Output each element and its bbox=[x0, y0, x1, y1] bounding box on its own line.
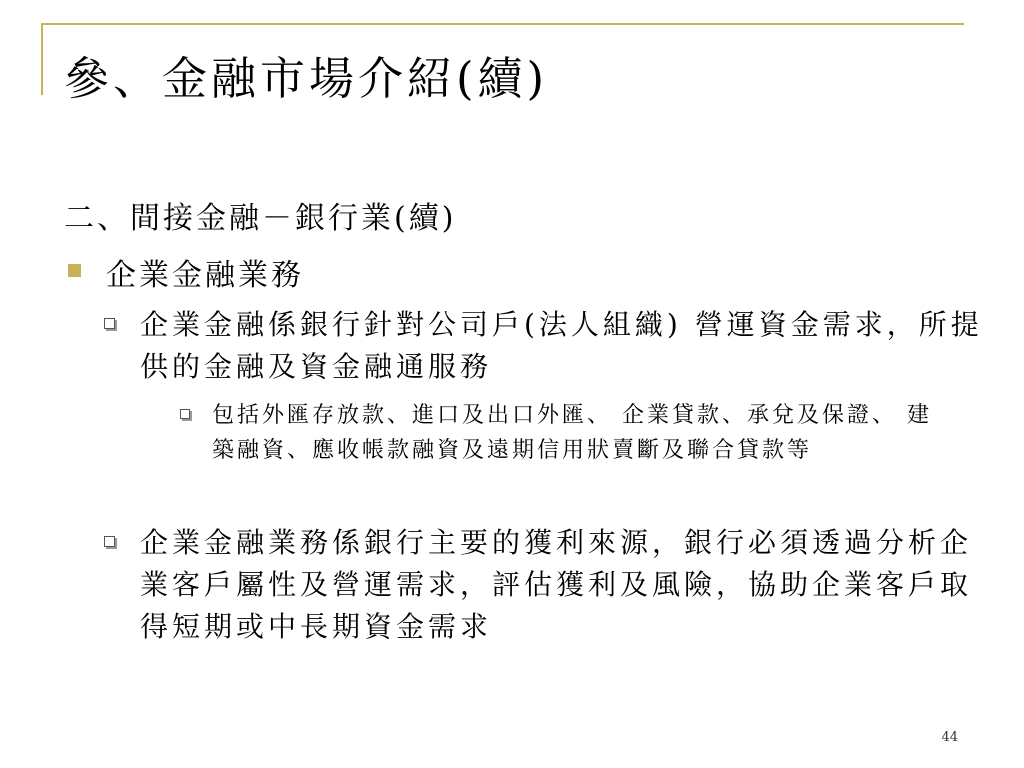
section-heading: 二、間接金融－銀行業(續) bbox=[64, 201, 457, 236]
bullet-level3-text: 包括外匯存放款、進口及出口外匯、 企業貸款、承兌及保證、 建築融資、應收帳款融資及遠期信用狀賣斷及聯合貸款等 bbox=[212, 403, 932, 463]
title-frame-top-line bbox=[41, 23, 964, 25]
bullet-level1-text: 企業金融業務 bbox=[106, 258, 304, 293]
checkbox-bullet-icon bbox=[104, 318, 115, 329]
bullet-level3-item bbox=[180, 398, 952, 468]
bullet-level2-item bbox=[104, 304, 988, 388]
slide-title: 參、金融市場介紹(續) bbox=[64, 52, 549, 105]
checkbox-bullet-icon bbox=[180, 409, 190, 419]
bullet-level2-text: 企業金融係銀行針對公司戶(法人組織) 營運資金需求，所提供的金融及資金融通服務 bbox=[140, 308, 983, 383]
page-number: 44 bbox=[941, 730, 958, 745]
square-bullet-icon bbox=[68, 264, 81, 277]
bullet-level2-text: 企業金融業務係銀行主要的獲利來源，銀行必須透過分析企業客戶屬性及營運需求，評估獲利及風險，協助企業客戶取得短期或中長期資金需求 bbox=[140, 526, 973, 643]
title-frame-left-line bbox=[41, 23, 43, 95]
checkbox-bullet-icon bbox=[104, 536, 115, 547]
bullet-level1 bbox=[64, 250, 964, 294]
bullet-level2-item bbox=[104, 522, 988, 648]
